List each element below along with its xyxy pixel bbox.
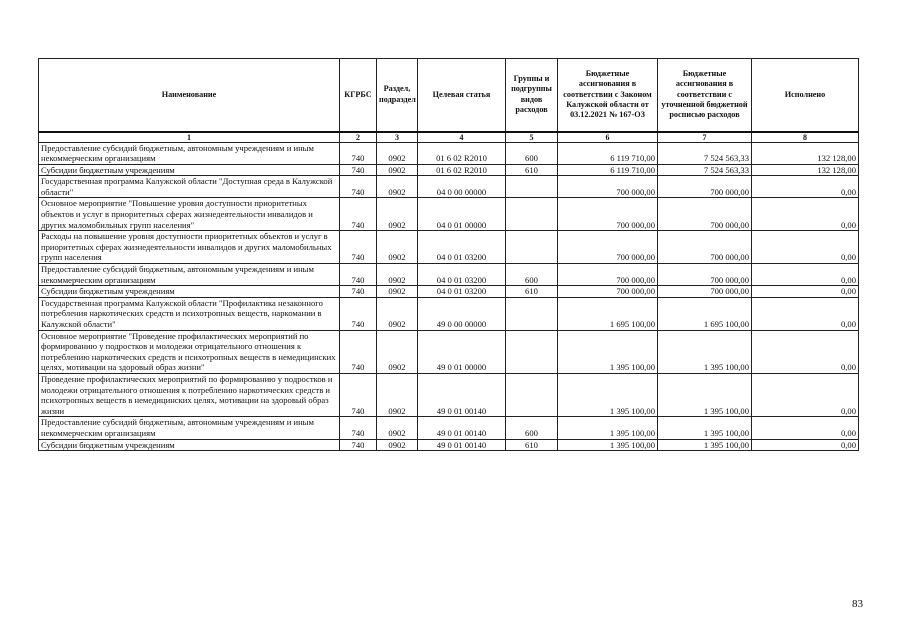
row-group	[506, 198, 558, 231]
row-section: 0902	[377, 373, 418, 416]
row-kgrbs: 740	[340, 231, 377, 264]
row-name: Государственная программа Калужской области "Профилактика незаконного потребления наркотических средств и психотропных веществ, наркомании в Калужской области"	[39, 297, 340, 330]
row-group: 610	[506, 286, 558, 298]
row-executed: 0,00	[752, 417, 859, 439]
column-number: 7	[658, 132, 752, 143]
row-law: 700 000,00	[558, 198, 658, 231]
row-section: 0902	[377, 439, 418, 451]
row-name: Субсидии бюджетным учреждениям	[39, 164, 340, 176]
row-target: 04 0 01 03200	[418, 286, 506, 298]
table-header-row	[39, 59, 859, 132]
row-name: Расходы на повышение уровня доступности приоритетных объектов и услуг в приоритетных сферах жизнедеятельности инвалидов и других маломобильных групп населения	[39, 231, 340, 264]
table-row	[39, 439, 859, 451]
column-number: 1	[39, 132, 340, 143]
column-number: 4	[418, 132, 506, 143]
column-number: 6	[558, 132, 658, 143]
row-target: 04 0 01 03200	[418, 264, 506, 286]
row-refined: 1 395 100,00	[658, 439, 752, 451]
row-name: Основное мероприятие "Повышение уровня доступности приоритетных объектов и услуг в приоритетных сферах жизнедеятельности инвалидов и других маломобильных групп населения"	[39, 198, 340, 231]
row-law: 6 119 710,00	[558, 142, 658, 164]
row-name: Предоставление субсидий бюджетным, автономным учреждениям и иным некоммерческим организациям	[39, 264, 340, 286]
row-section: 0902	[377, 297, 418, 330]
row-target: 49 0 01 00140	[418, 373, 506, 416]
row-executed: 0,00	[752, 264, 859, 286]
row-refined: 700 000,00	[658, 264, 752, 286]
row-name: Основное мероприятие "Проведение профилактических мероприятий по формированию у подростков и молодежи отрицательного отношения к потреблению наркотических средств и психотропных веществ в немедицинских целях, мотивации на здоровый образ жизни"	[39, 330, 340, 373]
table-row	[39, 417, 859, 439]
row-target: 49 0 01 00140	[418, 439, 506, 451]
row-group	[506, 330, 558, 373]
row-section: 0902	[377, 330, 418, 373]
row-refined: 700 000,00	[658, 176, 752, 198]
row-name: Субсидии бюджетным учреждениям	[39, 286, 340, 298]
row-executed: 132 128,00	[752, 164, 859, 176]
table-row	[39, 286, 859, 298]
row-executed: 0,00	[752, 373, 859, 416]
table-row	[39, 330, 859, 373]
row-refined: 700 000,00	[658, 231, 752, 264]
header-section: Раздел, подраздел	[377, 59, 418, 132]
row-section: 0902	[377, 231, 418, 264]
row-law: 6 119 710,00	[558, 164, 658, 176]
row-section: 0902	[377, 286, 418, 298]
row-kgrbs: 740	[340, 198, 377, 231]
row-section: 0902	[377, 164, 418, 176]
row-target: 01 6 02 R2010	[418, 164, 506, 176]
budget-table	[38, 58, 859, 451]
header-refined: Бюджетные ассигнования в соответствии с уточненной бюджетной росписью расходов	[658, 59, 752, 132]
row-refined: 7 524 563,33	[658, 164, 752, 176]
row-refined: 700 000,00	[658, 198, 752, 231]
row-refined: 700 000,00	[658, 286, 752, 298]
row-kgrbs: 740	[340, 286, 377, 298]
row-executed: 0,00	[752, 176, 859, 198]
row-name: Предоставление субсидий бюджетным, автономным учреждениям и иным некоммерческим организациям	[39, 417, 340, 439]
row-group: 600	[506, 142, 558, 164]
header-executed: Исполнено	[752, 59, 859, 132]
row-kgrbs: 740	[340, 373, 377, 416]
row-group: 610	[506, 164, 558, 176]
row-law: 1 395 100,00	[558, 373, 658, 416]
row-section: 0902	[377, 176, 418, 198]
row-target: 04 0 01 03200	[418, 231, 506, 264]
row-law: 700 000,00	[558, 286, 658, 298]
row-group	[506, 231, 558, 264]
table-row	[39, 231, 859, 264]
row-group	[506, 176, 558, 198]
header-target: Целевая статья	[418, 59, 506, 132]
column-number: 8	[752, 132, 859, 143]
row-executed: 0,00	[752, 231, 859, 264]
row-name: Государственная программа Калужской области "Доступная среда в Калужской области"	[39, 176, 340, 198]
header-law: Бюджетные ассигнования в соответствии с Законом Калужской области от 03.12.2021 № 167-ОЗ	[558, 59, 658, 132]
row-group	[506, 373, 558, 416]
row-kgrbs: 740	[340, 297, 377, 330]
column-number: 2	[340, 132, 377, 143]
row-name: Субсидии бюджетным учреждениям	[39, 439, 340, 451]
column-number-row	[39, 132, 859, 143]
row-executed: 0,00	[752, 198, 859, 231]
row-kgrbs: 740	[340, 417, 377, 439]
row-law: 700 000,00	[558, 176, 658, 198]
row-section: 0902	[377, 142, 418, 164]
row-law: 1 695 100,00	[558, 297, 658, 330]
row-section: 0902	[377, 198, 418, 231]
row-executed: 0,00	[752, 297, 859, 330]
row-kgrbs: 740	[340, 176, 377, 198]
row-law: 1 395 100,00	[558, 330, 658, 373]
row-section: 0902	[377, 417, 418, 439]
row-section: 0902	[377, 264, 418, 286]
row-refined: 7 524 563,33	[658, 142, 752, 164]
header-name: Наименование	[39, 59, 340, 132]
row-kgrbs: 740	[340, 439, 377, 451]
table-row	[39, 198, 859, 231]
row-target: 04 0 01 00000	[418, 198, 506, 231]
row-name: Предоставление субсидий бюджетным, автономным учреждениям и иным некоммерческим организациям	[39, 142, 340, 164]
row-kgrbs: 740	[340, 330, 377, 373]
row-law: 1 395 100,00	[558, 417, 658, 439]
column-number: 3	[377, 132, 418, 143]
row-target: 01 6 02 R2010	[418, 142, 506, 164]
page-number: 83	[852, 598, 863, 610]
table-row	[39, 373, 859, 416]
row-group: 600	[506, 417, 558, 439]
row-target: 04 0 00 00000	[418, 176, 506, 198]
row-target: 49 0 01 00000	[418, 330, 506, 373]
table-row	[39, 264, 859, 286]
row-target: 49 0 01 00140	[418, 417, 506, 439]
row-kgrbs: 740	[340, 264, 377, 286]
column-number: 5	[506, 132, 558, 143]
row-refined: 1 695 100,00	[658, 297, 752, 330]
row-refined: 1 395 100,00	[658, 373, 752, 416]
row-law: 700 000,00	[558, 264, 658, 286]
row-name: Проведение профилактических мероприятий по формированию у подростков и молодежи отрицательного отношения к потреблению наркотических средств и психотропных веществ в немедицинских целях, мотивации на здоровый образ жизни	[39, 373, 340, 416]
row-kgrbs: 740	[340, 164, 377, 176]
row-kgrbs: 740	[340, 142, 377, 164]
row-target: 49 0 00 00000	[418, 297, 506, 330]
table-row	[39, 297, 859, 330]
row-executed: 132 128,00	[752, 142, 859, 164]
row-law: 700 000,00	[558, 231, 658, 264]
row-refined: 1 395 100,00	[658, 330, 752, 373]
table-row	[39, 176, 859, 198]
row-group: 610	[506, 439, 558, 451]
row-executed: 0,00	[752, 286, 859, 298]
row-group: 600	[506, 264, 558, 286]
header-groups: Группы и подгруппы видов расходов	[506, 59, 558, 132]
row-group	[506, 297, 558, 330]
table-row	[39, 142, 859, 164]
table-row	[39, 164, 859, 176]
row-law: 1 395 100,00	[558, 439, 658, 451]
header-kgrbs: КГРБС	[340, 59, 377, 132]
row-refined: 1 395 100,00	[658, 417, 752, 439]
row-executed: 0,00	[752, 330, 859, 373]
row-executed: 0,00	[752, 439, 859, 451]
